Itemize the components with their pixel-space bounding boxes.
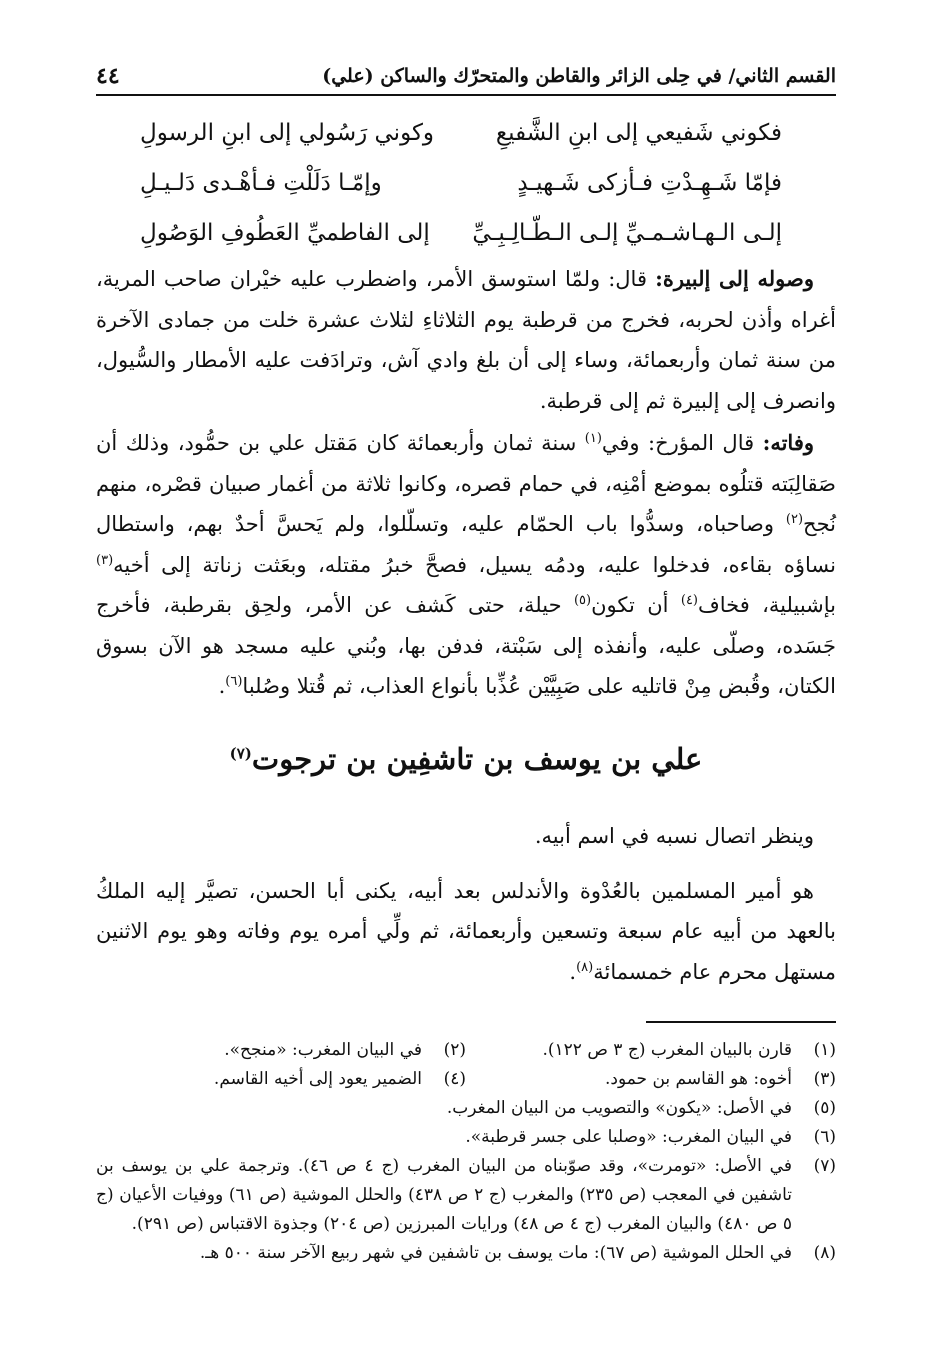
death-paragraph <box>96 423 836 707</box>
footnote-row <box>96 1152 836 1239</box>
verse-line <box>140 108 782 158</box>
footnote-text: الضمير يعود إلى أخيه القاسم. <box>213 1069 422 1089</box>
footnote-text: قارن بالبيان المغرب (ج ٣ ص ١٢٢). <box>542 1040 792 1060</box>
footnote-marker[interactable]: (٣) <box>96 552 114 568</box>
footnote-number: (٣) <box>813 1069 836 1089</box>
footnote-number: (١) <box>813 1040 836 1060</box>
death-text: حيلة، حتى كَشف عن الأمر، ولحِق بقرطبة، فأخرج جَسَده، وصلّى عليه، وأنفذه إلى سَبْتة، فدفن بها، وبُني عليه مسجد هو الآن بسوق الكتان، وقُبض مِنْ قاتليه على صَبِيَّيْن عُذِّبا بأنواع العذاب، ثم قُتلا وصُلبا <box>96 593 836 698</box>
footnote-divider <box>646 1021 836 1023</box>
footnote-marker[interactable]: (٦) <box>225 674 243 689</box>
footnote-marker[interactable]: (٥) <box>573 593 592 608</box>
death-text: سنة ثمان وأربعمائة كان مَقتل علي بن حمُّود، وذلك أن صَقالِبَته قتلُوه بموضع أمْنِه، في حمام قصره، وكانوا ثلاثة من أغمار صبيان قصْره، منهم نُجح <box>96 431 836 536</box>
footnote-marker[interactable]: (٤) <box>680 593 698 608</box>
footnote-marker[interactable]: (٢) <box>785 512 804 527</box>
footnote-text: أخوه: هو القاسم بن حمود. <box>604 1069 792 1089</box>
intro-text-end: . <box>569 959 577 984</box>
poem-verses <box>140 108 782 258</box>
arrival-paragraph <box>96 259 836 421</box>
footnote-marker[interactable]: (٧) <box>229 744 252 763</box>
footnote-row <box>96 1065 836 1094</box>
verse-first-hemistich: فكوني شَفيعي إلى ابنِ الشَّفيعِ <box>495 120 782 146</box>
footnote-number: (٨) <box>813 1243 836 1263</box>
intro-text: هو أمير المسلمين بالعُدْوة والأندلس بعد أبيه، يكنى أبا الحسن، تصيَّر إليه الملكُ بالعهد من أبيه عام سبعة وتسعين وأربعمائة، ثم ولِّي أمره يوم وفاته وهو يوم الاثنين مستهل محرم عام خمسمائة <box>96 878 836 984</box>
death-heading: وفاته: <box>762 430 814 455</box>
death-text: وصاحباه، وسدُّوا باب الحمّام عليه، وتسلّلوا، ولم يَحسَّ أحدٌ بهم، واستطال نساؤه بقاءه، فدخلوا عليه، ودمُه يسيل، فصحَّ خبرُ مقتله، وبعَثت زناتة إلى أخيه <box>96 512 836 577</box>
footnote-number: (٤) <box>443 1069 466 1089</box>
footnote-marker[interactable]: (٨) <box>576 959 594 975</box>
footnote-row <box>96 1123 836 1152</box>
intro-paragraphs <box>96 816 836 992</box>
section-title <box>96 742 836 776</box>
footnote-text: في الحلل الموشية (ص ٦٧): مات يوسف بن تاشفين في شهر ربيع الآخر سنة ٥٠٠ هـ. <box>199 1243 792 1263</box>
footnote-row <box>96 1036 836 1065</box>
death-text: . <box>218 674 226 698</box>
footnote-number: (٦) <box>813 1127 836 1147</box>
arrival-heading: وصوله إلى إلبيرة: <box>655 266 814 291</box>
page-number: ٤٤ <box>96 63 120 89</box>
intro-note: وينظر اتصال نسبه في اسم أبيه. <box>534 824 814 848</box>
footnote-text: في البيان المغرب: «وصلبا على جسر قرطبة». <box>465 1127 792 1147</box>
arrival-text: قال: ولمّا استوسق الأمر، واضطرب عليه خيْران صاحب المرية، أغراه وأذن لحربه، فخرج من قرطبة يوم الثلاثاءِ لثلاث عشرة خلت من جمادى الآخرة من سنة ثمان وأربعمائة، وساء إلى أن بلغ وادي آش، وترادَفت عليه الأمطار والسُّيول، وانصرف إلى إلبيرة ثم إلى قرطبة. <box>96 267 836 413</box>
verse-second-hemistich: وكوني رَسُولي إلى ابنِ الرسولِ <box>140 120 435 146</box>
footnote-number: (٧) <box>813 1156 836 1176</box>
death-text: قال المؤرخ: وفي <box>601 431 763 455</box>
running-header <box>96 58 836 96</box>
footnote-text: في البيان المغرب: «منجح». <box>224 1040 422 1060</box>
running-title: القسم الثاني/ في حِلى الزائر والقاطن والمتحرّك والساكن (علي) <box>322 65 836 87</box>
verse-line <box>140 158 782 208</box>
footnotes <box>96 1036 836 1268</box>
death-text: بإشبيلية، فخاف <box>698 593 836 617</box>
verse-second-hemistich: إلى الفاطميِّ العَطُوفِ الوَصُولِ <box>140 220 430 246</box>
footnote-marker[interactable]: (١) <box>584 431 602 446</box>
footnote-number: (٥) <box>813 1098 836 1118</box>
footnote-number: (٢) <box>443 1040 466 1060</box>
verse-line <box>140 208 782 258</box>
footnote-text: في الأصل: «تومرت»، وقد صوّبناه من البيان المغرب (ج ٤ ص ٤٦). وترجمة علي بن يوسف بن تاشفين في المعجب (ص ٢٣٥) والمغرب (ج ٢ ص ٤٣٨) والحلل الموشية (ص ٦١) ووفيات الأعيان (ج ٥ ص ٤٨٠) والبيان المغرب (ج ٤ ص ٤٨) ورايات المبرزين (ص ٢٠٤) وجذوة الاقتباس (ص ٢٩١). <box>96 1156 792 1234</box>
footnote-row <box>96 1239 836 1268</box>
footnote-row <box>96 1094 836 1123</box>
verse-first-hemistich: فإمّا شَـهِـدْتِ فـأزكى شَـهيـدٍ <box>517 170 782 196</box>
verse-first-hemistich: إلـى الـهـاشـمـيِّ إلـى الـطّـالِـبِـيِّ <box>472 220 782 246</box>
death-text: أن تكون <box>591 593 681 617</box>
footnote-text: في الأصل: «يكون» والتصويب من البيان المغرب. <box>446 1098 792 1118</box>
verse-second-hemistich: وإمّـا دَلَلْتِ فـأهْـدى دَلـيـلِ <box>140 170 382 196</box>
section-title-text: علي بن يوسف بن تاشفِين بن ترجوت <box>251 742 703 776</box>
